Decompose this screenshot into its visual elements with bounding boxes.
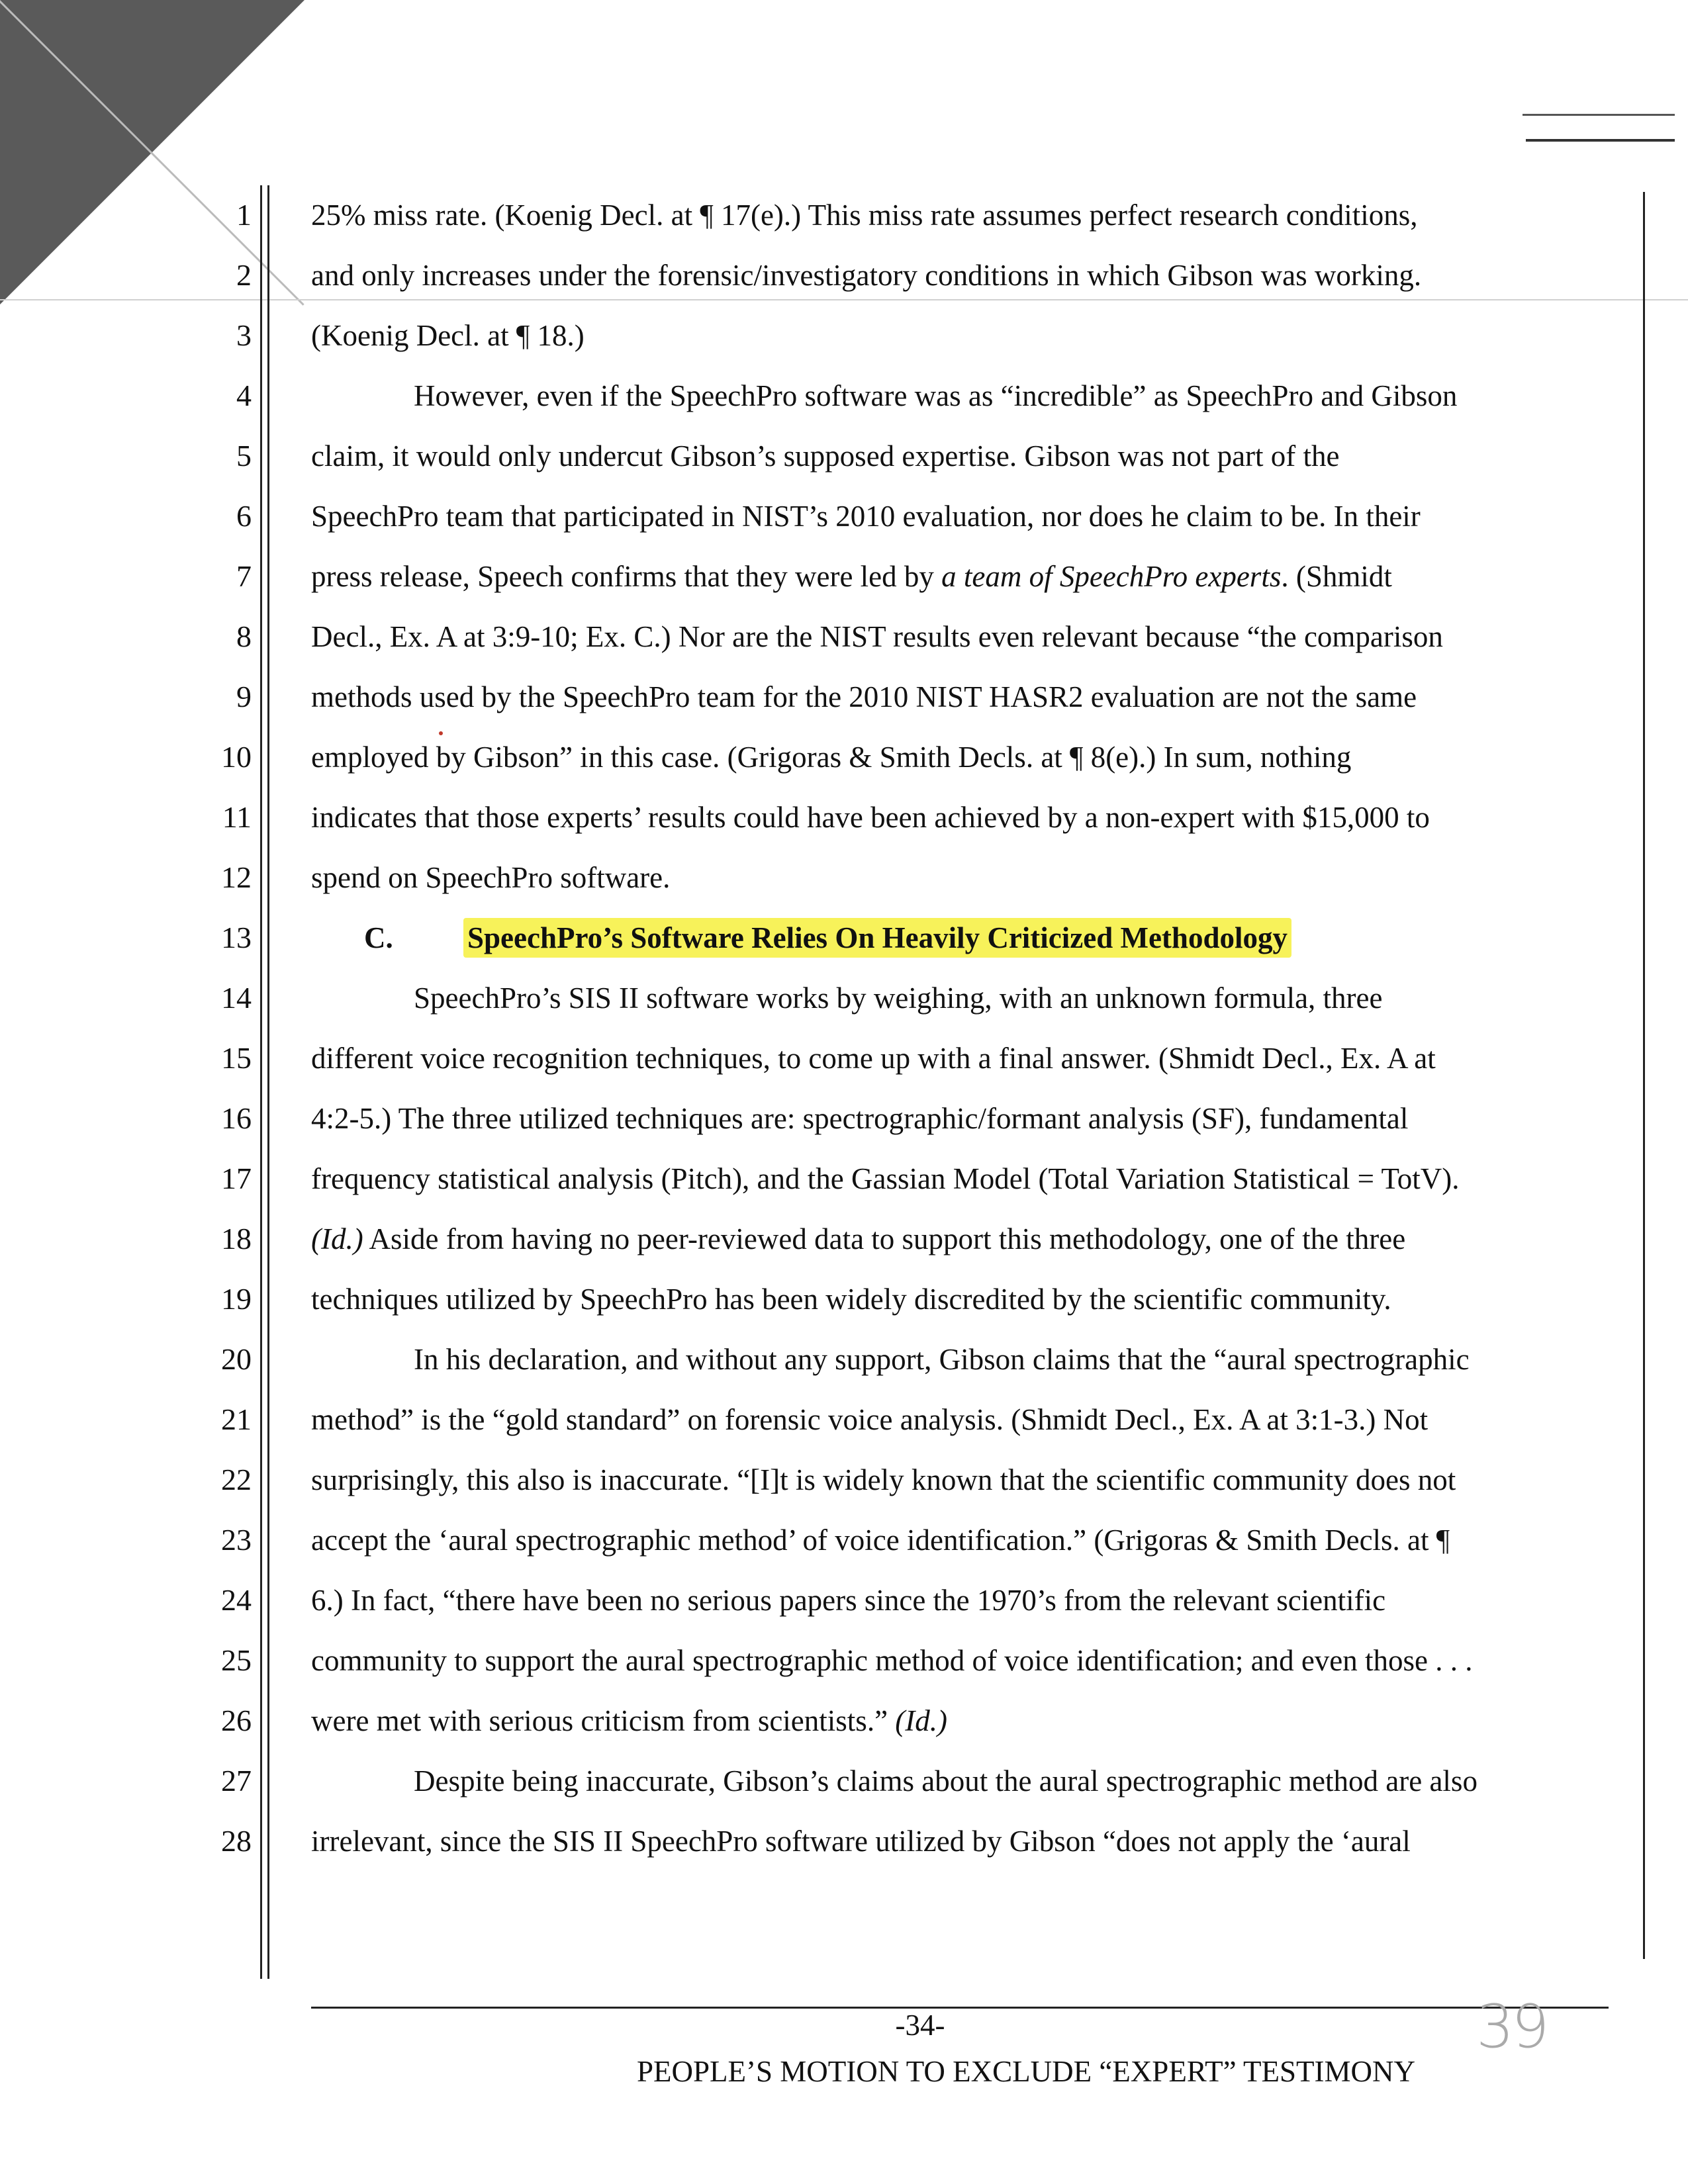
paragraph-first-line: SpeechPro’s SIS II software works by weighing, with an unknown formula, three (414, 981, 1383, 1015)
line-number: 4 (236, 379, 252, 412)
scan-margin-line (0, 299, 1688, 300)
line-number: 25 (221, 1643, 252, 1677)
text-line: employed by Gibson” in this case. (Grigoras & Smith Decls. at ¶ 8(e).) In sum, nothing (311, 741, 1352, 774)
page-number: -34- (895, 2009, 945, 2042)
scan-speck (439, 731, 443, 735)
line-number: 16 (221, 1101, 252, 1135)
text-line: (Koenig Decl. at ¶ 18.) (311, 319, 585, 352)
line-number: 19 (221, 1282, 252, 1316)
line-number: 22 (221, 1463, 252, 1496)
line-number: 11 (222, 800, 252, 834)
line-number: 24 (221, 1583, 252, 1617)
line-number: 13 (221, 921, 252, 954)
line-number: 20 (221, 1342, 252, 1376)
line-number: 14 (221, 981, 252, 1015)
text-line: 25% miss rate. (Koenig Decl. at ¶ 17(e).) This miss rate assumes perfect research conditions, (311, 199, 1418, 232)
scan-mark (1526, 139, 1675, 142)
line-number: 10 (221, 740, 252, 774)
line-number: 18 (221, 1222, 252, 1255)
line-number: 6 (236, 499, 252, 533)
footer-title: PEOPLE’S MOTION TO EXCLUDE “EXPERT” TESTIMONY (637, 2055, 1415, 2088)
text-line: techniques utilized by SpeechPro has been widely discredited by the scientific community. (311, 1283, 1391, 1316)
text-line: SpeechPro team that participated in NIST’s 2010 evaluation, nor does he claim to be. In their (311, 500, 1421, 533)
paragraph-first-line: However, even if the SpeechPro software was as “incredible” as SpeechPro and Gibson (414, 379, 1458, 412)
text-line: Decl., Ex. A at 3:9-10; Ex. C.) Nor are the NIST results even relevant because “the comparison (311, 620, 1443, 653)
text-line: frequency statistical analysis (Pitch), and the Gassian Model (Total Variation Statistical = TotV). (311, 1162, 1460, 1195)
line-number: 21 (221, 1402, 252, 1436)
line-number: 9 (236, 680, 252, 713)
paragraph-first-line: In his declaration, and without any support, Gibson claims that the “aural spectrographic (414, 1343, 1470, 1376)
text-line: irrelevant, since the SIS II SpeechPro software utilized by Gibson “does not apply the ‘aural (311, 1825, 1411, 1858)
handwritten-page-number: 39 (1476, 1992, 1547, 2062)
text-line (311, 1701, 947, 1741)
text-line: 4:2-5.) The three utilized techniques are: spectrographic/formant analysis (SF), fundamental (311, 1102, 1409, 1135)
text-run: . (Shmidt (1281, 560, 1392, 593)
text-line (311, 1219, 1405, 1259)
text-line: community to support the aural spectrographic method of voice identification; and even those . . . (311, 1644, 1473, 1677)
line-number: 28 (221, 1824, 252, 1858)
text-line (311, 557, 1392, 596)
italic-phrase: a team of SpeechPro experts (941, 560, 1282, 593)
paragraph-first-line: Despite being inaccurate, Gibson’s claims about the aural spectrographic method are also (414, 1764, 1477, 1797)
text-run: were met with serious criticism from scientists.” (311, 1704, 896, 1737)
text-line: and only increases under the forensic/investigatory conditions in which Gibson was working. (311, 259, 1422, 292)
text-line: indicates that those experts’ results could have been achieved by a non-expert with $15,000 to (311, 801, 1430, 834)
line-number: 8 (236, 619, 252, 653)
folded-corner (0, 0, 305, 304)
italic-citation: (Id.) (311, 1222, 363, 1255)
line-number: 7 (236, 559, 252, 593)
text-line: 6.) In fact, “there have been no serious papers since the 1970’s from the relevant scientific (311, 1584, 1386, 1617)
line-number: 15 (221, 1041, 252, 1075)
text-line: methods used by the SpeechPro team for the 2010 NIST HASR2 evaluation are not the same (311, 680, 1417, 713)
line-number: 12 (221, 860, 252, 894)
line-number: 1 (236, 198, 252, 232)
text-line: spend on SpeechPro software. (311, 861, 671, 894)
left-margin-rule (260, 185, 262, 1979)
text-line: surprisingly, this also is inaccurate. “[I]t is widely known that the scientific community does not (311, 1463, 1456, 1496)
text-line: different voice recognition techniques, to come up with a final answer. (Shmidt Decl., Ex. A at (311, 1042, 1436, 1075)
right-margin-rule (1643, 192, 1645, 1959)
line-number: 26 (221, 1704, 252, 1737)
line-number: 17 (221, 1161, 252, 1195)
scan-mark (1523, 114, 1675, 116)
line-number: 23 (221, 1523, 252, 1557)
left-margin-rule (267, 185, 269, 1979)
text-line: method” is the “gold standard” on forensic voice analysis. (Shmidt Decl., Ex. A at 3:1-3.) Not (311, 1403, 1429, 1436)
text-run: press release, Speech confirms that they were led by (311, 560, 942, 593)
section-letter: C. (364, 921, 393, 954)
line-number: 5 (236, 439, 252, 473)
text-line: claim, it would only undercut Gibson’s supposed expertise. Gibson was not part of the (311, 439, 1340, 473)
text-run: Aside from having no peer-reviewed data to support this methodology, one of the three (363, 1222, 1406, 1255)
line-number: 2 (236, 258, 252, 292)
line-number: 3 (236, 318, 252, 352)
line-number: 27 (221, 1764, 252, 1797)
section-heading: SpeechPro’s Software Relies On Heavily Criticized Methodology (463, 918, 1291, 958)
text-line: accept the ‘aural spectrographic method’ of voice identification.” (Grigoras & Smith Decls. at ¶ (311, 1524, 1450, 1557)
italic-citation: (Id.) (895, 1704, 948, 1737)
